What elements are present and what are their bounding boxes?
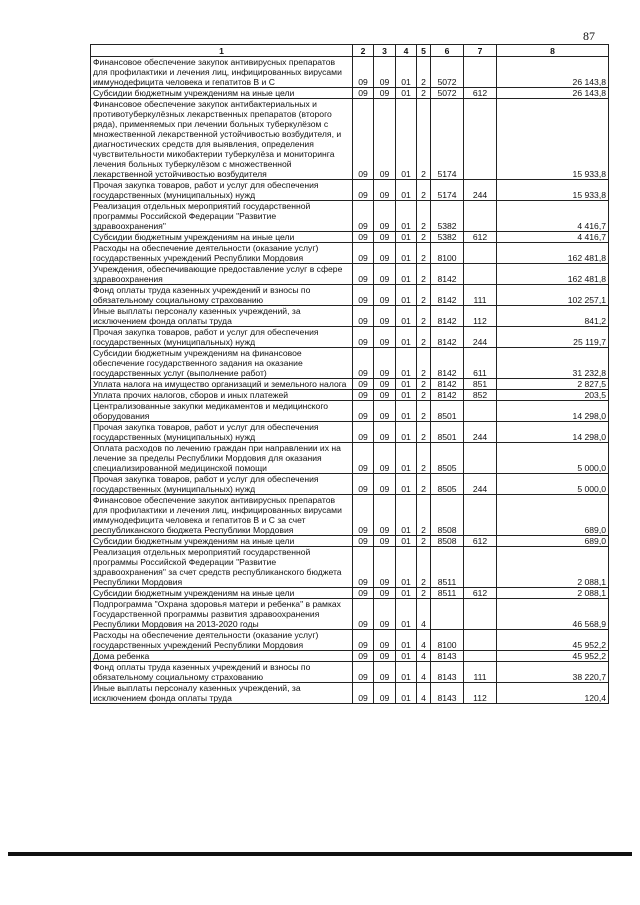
row-subprogram: 2 [417,57,431,88]
row-program: 01 [396,379,417,390]
row-amount: 689,0 [497,495,609,536]
row-target-code: 8505 [431,443,464,474]
row-expense-type [464,201,497,232]
row-amount: 2 827,5 [497,379,609,390]
row-program: 01 [396,662,417,683]
row-description: Прочая закупка товаров, работ и услуг для обеспечения государственных (муниципальных) нужд [91,327,353,348]
table-row [91,630,609,651]
row-subsection: 09 [374,390,396,401]
row-section: 09 [353,495,374,536]
row-subsection: 09 [374,243,396,264]
row-subsection: 09 [374,599,396,630]
col-header: 7 [464,45,497,57]
row-program: 01 [396,180,417,201]
row-subprogram: 2 [417,443,431,474]
row-subprogram: 2 [417,348,431,379]
row-description: Уплата прочих налогов, сборов и иных платежей [91,390,353,401]
row-amount: 689,0 [497,536,609,547]
table-row [91,264,609,285]
row-target-code: 8508 [431,495,464,536]
row-target-code: 8143 [431,651,464,662]
row-subsection: 09 [374,232,396,243]
page-bottom-rule [8,852,632,856]
row-description: Реализация отдельных мероприятий государственной программы Российской Федерации "Развитие здравоохранения" [91,201,353,232]
col-header: 1 [91,45,353,57]
row-subsection: 09 [374,422,396,443]
row-target-code: 5072 [431,88,464,99]
row-subprogram: 4 [417,599,431,630]
table-row [91,401,609,422]
row-subprogram: 2 [417,285,431,306]
row-expense-type: 112 [464,683,497,704]
row-program: 01 [396,243,417,264]
row-program: 01 [396,401,417,422]
row-subprogram: 2 [417,379,431,390]
row-subprogram: 4 [417,630,431,651]
row-section: 09 [353,88,374,99]
row-description: Подпрограмма "Охрана здоровья матери и ребенка" в рамках Государственной программы развития здравоохранения Республики Мордовия на 2013-2020 годы [91,599,353,630]
row-amount: 14 298,0 [497,401,609,422]
row-program: 01 [396,651,417,662]
table-row [91,651,609,662]
row-expense-type: 612 [464,536,497,547]
table-row [91,201,609,232]
row-subsection: 09 [374,180,396,201]
row-subprogram: 2 [417,588,431,599]
row-description: Реализация отдельных мероприятий государственной программы Российской Федерации "Развитие здравоохранения" за счет средств республиканского бюджета Республики Мордовия [91,547,353,588]
table-row [91,443,609,474]
row-expense-type: 612 [464,88,497,99]
row-section: 09 [353,630,374,651]
row-section: 09 [353,57,374,88]
row-description: Прочая закупка товаров, работ и услуг для обеспечения государственных (муниципальных) нужд [91,474,353,495]
row-subsection: 09 [374,651,396,662]
row-target-code [431,599,464,630]
row-target-code: 8501 [431,422,464,443]
table-row [91,306,609,327]
row-target-code: 8142 [431,379,464,390]
row-target-code: 5072 [431,57,464,88]
row-section: 09 [353,390,374,401]
row-subsection: 09 [374,630,396,651]
row-target-code: 8142 [431,264,464,285]
row-subprogram: 2 [417,547,431,588]
table-row [91,683,609,704]
row-program: 01 [396,443,417,474]
row-target-code: 8100 [431,243,464,264]
row-subsection: 09 [374,285,396,306]
row-program: 01 [396,57,417,88]
row-program: 01 [396,588,417,599]
row-section: 09 [353,327,374,348]
row-program: 01 [396,390,417,401]
row-subsection: 09 [374,401,396,422]
row-subprogram: 4 [417,651,431,662]
row-program: 01 [396,232,417,243]
row-amount: 162 481,8 [497,264,609,285]
row-amount: 15 933,8 [497,180,609,201]
row-subsection: 09 [374,443,396,474]
row-subsection: 09 [374,264,396,285]
row-section: 09 [353,422,374,443]
table-row [91,348,609,379]
row-program: 01 [396,348,417,379]
row-target-code: 8142 [431,285,464,306]
row-amount: 45 952,2 [497,630,609,651]
row-section: 09 [353,379,374,390]
row-expense-type: 611 [464,348,497,379]
row-expense-type: 852 [464,390,497,401]
row-subprogram: 2 [417,536,431,547]
row-description: Финансовое обеспечение закупок антивирусных препаратов для профилактики и лечения лиц, инфицированных вирусами иммунодефицита человека и гепатитов В и С за счет республиканского бюджета Республики Мордовия [91,495,353,536]
row-subprogram: 2 [417,243,431,264]
row-description: Расходы на обеспечение деятельности (оказание услуг) государственных учреждений Республики Мордовия [91,243,353,264]
row-subsection: 09 [374,88,396,99]
row-expense-type [464,651,497,662]
row-subprogram: 2 [417,232,431,243]
row-subprogram: 2 [417,401,431,422]
row-program: 01 [396,99,417,180]
row-section: 09 [353,285,374,306]
row-subprogram: 2 [417,264,431,285]
col-header: 5 [417,45,431,57]
row-program: 01 [396,264,417,285]
row-section: 09 [353,588,374,599]
row-expense-type: 111 [464,285,497,306]
row-subsection: 09 [374,99,396,180]
row-subprogram: 2 [417,422,431,443]
row-description: Учреждения, обеспечивающие предоставление услуг в сфере здравоохранения [91,264,353,285]
row-program: 01 [396,88,417,99]
row-section: 09 [353,599,374,630]
row-subsection: 09 [374,474,396,495]
row-subsection: 09 [374,588,396,599]
col-header: 3 [374,45,396,57]
table-row [91,547,609,588]
row-amount: 2 088,1 [497,547,609,588]
row-amount: 841,2 [497,306,609,327]
row-description: Иные выплаты персоналу казенных учреждений, за исключением фонда оплаты труда [91,306,353,327]
table-body [91,57,609,704]
row-program: 01 [396,474,417,495]
row-subprogram: 2 [417,201,431,232]
row-expense-type [464,547,497,588]
row-subprogram: 2 [417,495,431,536]
table-row [91,99,609,180]
row-subsection: 09 [374,348,396,379]
table-row [91,662,609,683]
row-target-code: 8142 [431,390,464,401]
table-header-row [91,45,609,57]
row-amount: 46 568,9 [497,599,609,630]
table-row [91,474,609,495]
table-row [91,243,609,264]
table-row [91,285,609,306]
row-subsection: 09 [374,57,396,88]
table-row [91,422,609,443]
row-amount: 120,4 [497,683,609,704]
row-section: 09 [353,348,374,379]
row-target-code: 5174 [431,180,464,201]
row-subprogram: 4 [417,662,431,683]
row-subsection: 09 [374,201,396,232]
row-subprogram: 2 [417,474,431,495]
budget-table [90,44,609,704]
row-subprogram: 4 [417,683,431,704]
row-target-code: 5382 [431,232,464,243]
row-amount: 14 298,0 [497,422,609,443]
row-description: Субсидии бюджетным учреждениям на иные цели [91,232,353,243]
row-description: Финансовое обеспечение закупок антивирусных препаратов для профилактики и лечения лиц, инфицированных вирусами иммунодефицита человека и гепатитов В и С [91,57,353,88]
row-expense-type: 612 [464,232,497,243]
row-expense-type [464,243,497,264]
row-description: Субсидии бюджетным учреждениям на иные цели [91,588,353,599]
row-section: 09 [353,201,374,232]
row-subprogram: 2 [417,390,431,401]
row-description: Расходы на обеспечение деятельности (оказание услуг) государственных учреждений Республики Мордовия [91,630,353,651]
row-target-code: 8100 [431,630,464,651]
row-section: 09 [353,651,374,662]
table-row [91,88,609,99]
row-amount: 102 257,1 [497,285,609,306]
row-amount: 2 088,1 [497,588,609,599]
row-amount: 203,5 [497,390,609,401]
row-amount: 26 143,8 [497,57,609,88]
row-amount: 5 000,0 [497,443,609,474]
row-program: 01 [396,306,417,327]
row-expense-type: 244 [464,474,497,495]
row-description: Субсидии бюджетным учреждениям на иные цели [91,536,353,547]
row-description: Оплата расходов по лечению граждан при направлении их на лечение за пределы Республики Мордовия для оказания специализированной медицинской помощи [91,443,353,474]
row-program: 01 [396,201,417,232]
page-number: 87 [583,29,595,43]
row-expense-type [464,495,497,536]
row-subsection: 09 [374,495,396,536]
row-expense-type: 111 [464,662,497,683]
row-subprogram: 2 [417,327,431,348]
row-target-code: 8505 [431,474,464,495]
table-row [91,495,609,536]
row-section: 09 [353,683,374,704]
row-amount: 4 416,7 [497,201,609,232]
row-target-code: 8142 [431,306,464,327]
row-expense-type [464,401,497,422]
row-program: 01 [396,327,417,348]
row-subprogram: 2 [417,180,431,201]
row-section: 09 [353,662,374,683]
row-subprogram: 2 [417,306,431,327]
row-section: 09 [353,243,374,264]
table-row [91,599,609,630]
row-expense-type [464,99,497,180]
row-expense-type: 851 [464,379,497,390]
row-section: 09 [353,443,374,474]
table-row [91,390,609,401]
col-header: 2 [353,45,374,57]
row-description: Дома ребенка [91,651,353,662]
row-program: 01 [396,547,417,588]
row-amount: 5 000,0 [497,474,609,495]
row-program: 01 [396,630,417,651]
row-expense-type [464,630,497,651]
row-amount: 45 952,2 [497,651,609,662]
row-section: 09 [353,547,374,588]
row-expense-type: 612 [464,588,497,599]
row-program: 01 [396,495,417,536]
row-description: Уплата налога на имущество организаций и земельного налога [91,379,353,390]
row-expense-type [464,57,497,88]
row-description: Прочая закупка товаров, работ и услуг для обеспечения государственных (муниципальных) нужд [91,422,353,443]
row-program: 01 [396,422,417,443]
row-target-code: 5174 [431,99,464,180]
row-target-code: 8143 [431,683,464,704]
row-section: 09 [353,264,374,285]
table-row [91,57,609,88]
row-description: Субсидии бюджетным учреждениям на финансовое обеспечение государственного задания на оказание государственных услуг (выполнение работ) [91,348,353,379]
row-target-code: 8511 [431,547,464,588]
col-header: 6 [431,45,464,57]
row-section: 09 [353,99,374,180]
table-row [91,327,609,348]
row-subsection: 09 [374,327,396,348]
row-description: Фонд оплаты труда казенных учреждений и взносы по обязательному социальному страхованию [91,285,353,306]
row-amount: 162 481,8 [497,243,609,264]
row-expense-type: 244 [464,180,497,201]
row-program: 01 [396,536,417,547]
row-subsection: 09 [374,683,396,704]
row-amount: 4 416,7 [497,232,609,243]
row-target-code: 8508 [431,536,464,547]
col-header: 8 [497,45,609,57]
row-section: 09 [353,401,374,422]
row-section: 09 [353,474,374,495]
table-row [91,232,609,243]
table-row [91,180,609,201]
row-amount: 15 933,8 [497,99,609,180]
row-subsection: 09 [374,547,396,588]
table-row [91,588,609,599]
table-row [91,379,609,390]
row-description: Прочая закупка товаров, работ и услуг для обеспечения государственных (муниципальных) нужд [91,180,353,201]
row-section: 09 [353,232,374,243]
row-amount: 25 119,7 [497,327,609,348]
row-subsection: 09 [374,662,396,683]
row-expense-type: 112 [464,306,497,327]
table-row [91,536,609,547]
row-description: Субсидии бюджетным учреждениям на иные цели [91,88,353,99]
row-description: Финансовое обеспечение закупок антибактериальных и противотуберкулёзных лекарственных препаратов (второго ряда), применяемых при лечении больных туберкулёзом с множественной лекарственной устойчивостью возбудителя, и диагностических средств для выявления, определения чувствительности микобактерии туберкулёза и мониторинга лечения больных туберкулёзом с множественной лекарственной устойчивостью возбудителя [91,99,353,180]
row-target-code: 8143 [431,662,464,683]
row-section: 09 [353,306,374,327]
row-description: Централизованные закупки медикаментов и медицинского оборудования [91,401,353,422]
row-target-code: 8511 [431,588,464,599]
row-program: 01 [396,285,417,306]
row-target-code: 8142 [431,348,464,379]
row-expense-type: 244 [464,327,497,348]
row-subprogram: 2 [417,99,431,180]
row-target-code: 8501 [431,401,464,422]
row-section: 09 [353,536,374,547]
row-description: Иные выплаты персоналу казенных учреждений, за исключением фонда оплаты труда [91,683,353,704]
row-target-code: 8142 [431,327,464,348]
footer-mark: ... [370,848,377,857]
row-subsection: 09 [374,379,396,390]
row-amount: 38 220,7 [497,662,609,683]
row-expense-type [464,264,497,285]
row-target-code: 5382 [431,201,464,232]
col-header: 4 [396,45,417,57]
row-section: 09 [353,180,374,201]
row-subsection: 09 [374,536,396,547]
row-amount: 31 232,8 [497,348,609,379]
row-program: 01 [396,683,417,704]
row-subsection: 09 [374,306,396,327]
row-expense-type [464,599,497,630]
row-amount: 26 143,8 [497,88,609,99]
row-expense-type: 244 [464,422,497,443]
row-program: 01 [396,599,417,630]
row-description: Фонд оплаты труда казенных учреждений и взносы по обязательному социальному страхованию [91,662,353,683]
row-subprogram: 2 [417,88,431,99]
row-expense-type [464,443,497,474]
